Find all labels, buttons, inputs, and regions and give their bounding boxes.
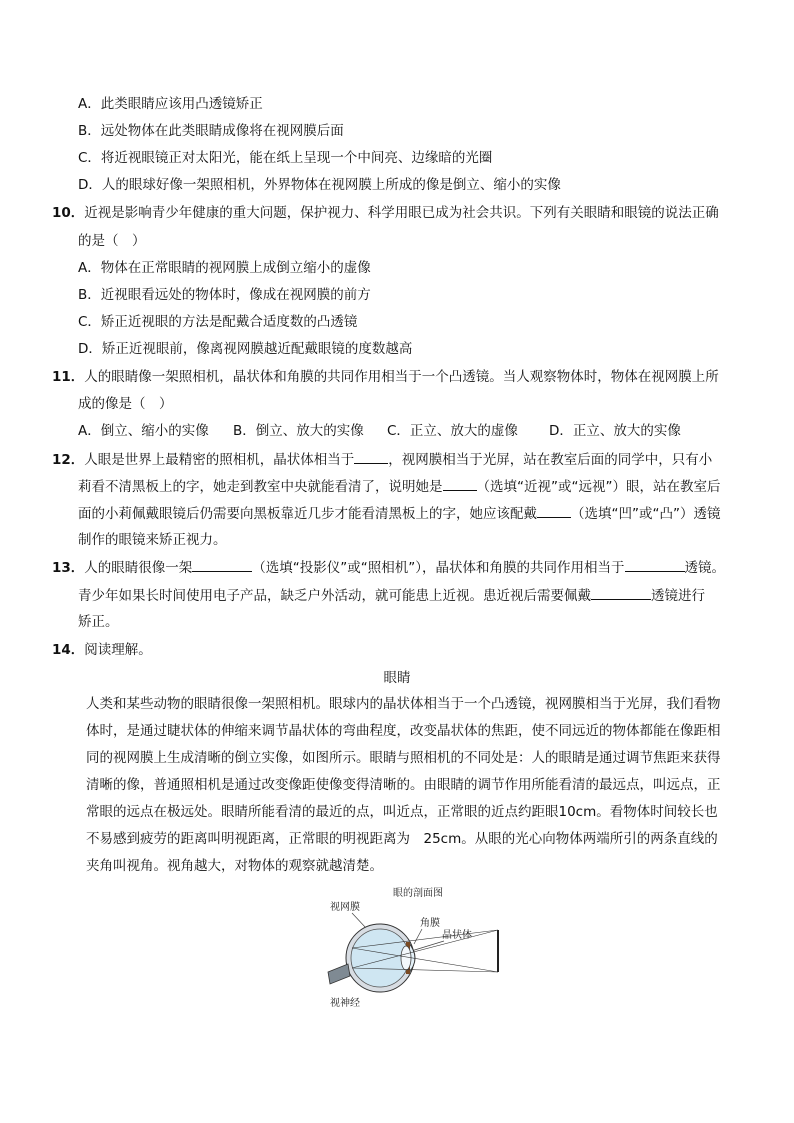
q11-stem-line1: 人的眼睛像一架照相机，晶状体和角膜的共同作用相当于一个凸透镜。当人观察物体时，物体在视网膜上所 — [84, 369, 719, 385]
q11-option-b: B．倒立、放大的实像 — [233, 423, 364, 439]
q13-line3: 矫正。 — [78, 614, 119, 630]
q12-blank-3[interactable] — [537, 503, 571, 518]
q12-text: （选填“近视”或“远视”）眼，站在教室后 — [476, 479, 721, 495]
q10-number: 10． — [52, 205, 85, 221]
retina-leader — [352, 913, 366, 928]
q13-text: 透镜进行 — [651, 588, 705, 604]
q14-stem — [52, 640, 152, 660]
cornea-leader — [414, 929, 422, 944]
q10-option-c: C．矫正近视眼的方法是配戴合适度数的凸透镜 — [78, 314, 358, 330]
eyeball-inner — [351, 929, 409, 987]
q12-text: 面的小莉佩戴眼镜后仍需要向黑板靠近几步才能看清黑板上的字，她应该配戴 — [78, 506, 537, 522]
q12-line1 — [52, 449, 712, 470]
passage-line: 体时，是通过睫状体的伸缩来调节晶状体的弯曲程度，改变晶状体的焦距，使不同远近的物体都能在像距相 — [86, 723, 721, 739]
q12-text: 莉看不清黑板上的字，她走到教室中央就能看清了，说明她是 — [78, 479, 443, 495]
q10-stem-line2: 的是（ ） — [78, 233, 146, 249]
lens-shape — [401, 946, 411, 970]
q10-option-d: D．矫正近视眼前，像离视网膜越近配戴眼镜的度数越高 — [78, 341, 413, 357]
passage-line: 不易感到疲劳的距离叫明视距离，正常眼的明视距离为 25cm。从眼的光心向物体两端所引的两条直线的 — [86, 831, 718, 847]
q12-line3 — [78, 503, 720, 524]
q9-option-d: D．人的眼球好像一架照相机，外界物体在视网膜上所成的像是倒立、缩小的实像 — [78, 177, 561, 193]
q13-text: （选填“投影仪”或“照相机”），晶状体和角膜的共同作用相当于 — [252, 560, 625, 576]
q11-option-d: D．正立、放大的实像 — [549, 423, 681, 439]
q13-line2 — [78, 585, 705, 606]
q13-blank-2[interactable] — [625, 557, 685, 572]
q9-option-a: A．此类眼睛应该用凸透镜矫正 — [78, 96, 263, 112]
q12-number: 12． — [52, 452, 85, 468]
label-lens: 晶状体 — [442, 930, 472, 941]
q11-option-a: A．倒立、缩小的实像 — [78, 423, 209, 439]
q12-blank-1[interactable] — [354, 449, 388, 464]
q13-text: 透镜。 — [684, 560, 726, 576]
passage-line: 人类和某些动物的眼睛很像一架照相机。眼球内的晶状体相当于一个凸透镜，视网膜相当于光屏，我们看物 — [86, 696, 721, 712]
passage-line: 常眼的远点在极远处。眼睛所能看清的最近的点，叫近点，正常眼的近点约距眼10cm。看物体时间较长也 — [86, 804, 718, 820]
q13-text: 青少年如果长时间使用电子产品，缺乏户外活动，就可能患上近视。患近视后需要佩戴 — [78, 588, 591, 604]
q10-stem-line1: 近视是影响青少年健康的重大问题，保护视力、科学用眼已成为社会共识。下列有关眼睛和眼镜的说法正确 — [84, 205, 719, 221]
passage-line: 清晰的像，普通照相机是通过改变像距使像变得清晰的。由眼睛的调节作用所能看清的最远点，叫远点，正 — [86, 777, 721, 793]
q13-number: 13． — [52, 560, 85, 576]
q9-option-c: C．将近视眼镜正对太阳光，能在纸上呈现一个中间亮、边缘暗的光圈 — [78, 150, 493, 166]
q13-blank-1[interactable] — [192, 557, 252, 572]
passage-title: 眼睛 — [383, 670, 411, 686]
label-cornea: 角膜 — [420, 918, 440, 929]
q14-number: 14． — [52, 642, 85, 658]
q12-text: （选填“凹”或“凸”）透镜 — [571, 506, 721, 522]
q13-text: 人的眼睛很像一架 — [84, 560, 193, 576]
q11-stem-line2: 成的像是（ ） — [78, 396, 173, 412]
eye-cross-section-figure — [322, 886, 502, 1016]
q12-line4: 制作的眼镜来矫正视力。 — [78, 532, 227, 548]
q10-stem — [52, 203, 719, 223]
optic-nerve-shape — [328, 964, 350, 984]
q10-option-a: A．物体在正常眼睛的视网膜上成倒立缩小的虚像 — [78, 260, 371, 276]
label-optic-nerve: 视神经 — [330, 998, 360, 1009]
label-retina: 视网膜 — [330, 902, 360, 913]
q13-line1 — [52, 557, 725, 578]
q14-stem-text: 阅读理解。 — [84, 642, 152, 658]
passage-line: 夹角叫视角。视角越大，对物体的观察就越清楚。 — [86, 858, 383, 874]
q10-option-b: B．近视眼看远处的物体时，像成在视网膜的前方 — [78, 287, 371, 303]
q11-option-c: C．正立、放大的虚像 — [387, 423, 518, 439]
q11-stem — [52, 367, 719, 387]
q13-blank-3[interactable] — [591, 585, 651, 600]
q11-number: 11． — [52, 369, 85, 385]
figure-caption: 眼的剖面图 — [393, 888, 443, 899]
q12-blank-2[interactable] — [443, 476, 477, 491]
q12-text: ，视网膜相当于光屏，站在教室后面的同学中，只有小 — [388, 452, 713, 468]
q9-option-b: B．远处物体在此类眼睛成像将在视网膜后面 — [78, 123, 344, 139]
q12-text: 人眼是世界上最精密的照相机，晶状体相当于 — [84, 452, 355, 468]
passage-line: 同的视网膜上生成清晰的倒立实像，如图所示。眼睛与照相机的不同处是：人的眼睛是通过调节焦距来获得 — [86, 750, 721, 766]
q12-line2 — [78, 476, 720, 497]
